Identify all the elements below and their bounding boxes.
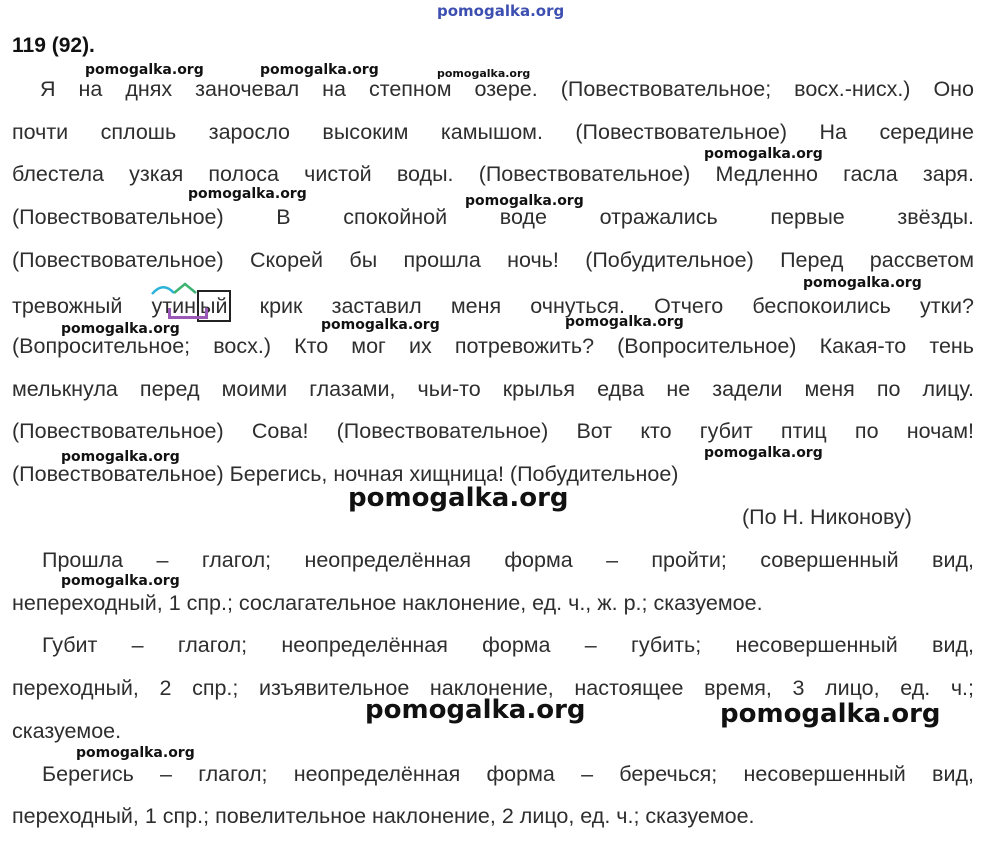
analysis-line: непереходный, 1 спр.; сослагательное наклонение, ед. ч., ж. р.; сказуемое.: [12, 591, 763, 615]
watermark: pomogalka.org: [321, 317, 440, 333]
text-line: Я на днях заночевал на степном озере. (Повествовательное; восх.-нисх.) Оно: [40, 77, 974, 101]
watermark: pomogalka.org: [260, 62, 379, 78]
watermark: pomogalka.org: [565, 314, 684, 330]
text-line: почти сплошь заросло высоким камышом. (Повествовательное) На середине: [12, 120, 974, 144]
watermark: pomogalka.org: [76, 745, 195, 761]
text-line: блестела узкая полоса чистой воды. (Повествовательное) Медленно гасла заря.: [12, 162, 974, 186]
watermark: pomogalka.org: [704, 445, 823, 461]
text-line: мелькнула перед моими глазами, чьи-то крылья едва не задели меня по лицу.: [12, 377, 974, 401]
attribution: (По Н. Никонову): [742, 505, 912, 529]
watermark-large: pomogalka.org: [348, 483, 569, 513]
watermark: pomogalka.org: [61, 321, 180, 337]
analysis-line: Прошла – глагол; неопределённая форма – пройти; совершенный вид,: [42, 548, 974, 572]
suffix-mark: [168, 308, 208, 319]
text-fragment: крик заставил меня очнуться. Отчего беспокоились утки?: [230, 294, 974, 318]
watermark: pomogalka.org: [437, 67, 531, 80]
text-line: (Повествовательное) В спокойной воде отражались первые звёзды.: [12, 205, 974, 229]
text-line: (Повествовательное) Сова! (Повествовательное) Вот кто губит птиц по ночам!: [12, 419, 974, 443]
analysis-line: сказуемое.: [12, 719, 122, 743]
word-ending-box: ый: [197, 290, 230, 322]
text-line: (Повествовательное) Скорей бы прошла ночь! (Побудительное) Перед рассветом: [12, 248, 974, 272]
watermark-top: pomogalka.org: [437, 2, 565, 20]
text-fragment: тревожный: [12, 294, 152, 318]
watermark: pomogalka.org: [803, 275, 922, 291]
analysis-line: Губит – глагол; неопределённая форма – губить; несовершенный вид,: [42, 633, 974, 657]
watermark-large: pomogalka.org: [365, 695, 586, 725]
watermark: pomogalka.org: [465, 193, 584, 209]
analysis-line: переходный, 1 спр.; повелительное наклонение, 2 лицо, ед. ч.; сказуемое.: [12, 804, 755, 828]
text-line: (Повествовательное) Берегись, ночная хищница! (Побудительное): [12, 462, 679, 486]
analysis-line: Берегись – глагол; неопределённая форма – беречься; несовершенный вид,: [42, 762, 974, 786]
watermark: pomogalka.org: [85, 62, 204, 78]
watermark: pomogalka.org: [61, 449, 180, 465]
root-text: утин: [151, 294, 197, 318]
analysis-line: переходный, 2 спр.; изъявительное наклонение, настоящее время, 3 лицо, ед. ч.;: [12, 676, 974, 700]
text-line-morpheme: [12, 290, 974, 322]
watermark: pomogalka.org: [61, 573, 180, 589]
text-line: (Вопросительное; восх.) Кто мог их потревожить? (Вопросительное) Какая-то тень: [12, 334, 974, 358]
root-arc-mark: [151, 283, 197, 295]
watermark-large: pomogalka.org: [720, 699, 941, 729]
watermark: pomogalka.org: [188, 186, 307, 202]
watermark: pomogalka.org: [704, 146, 823, 162]
exercise-number: 119 (92).: [12, 34, 95, 57]
